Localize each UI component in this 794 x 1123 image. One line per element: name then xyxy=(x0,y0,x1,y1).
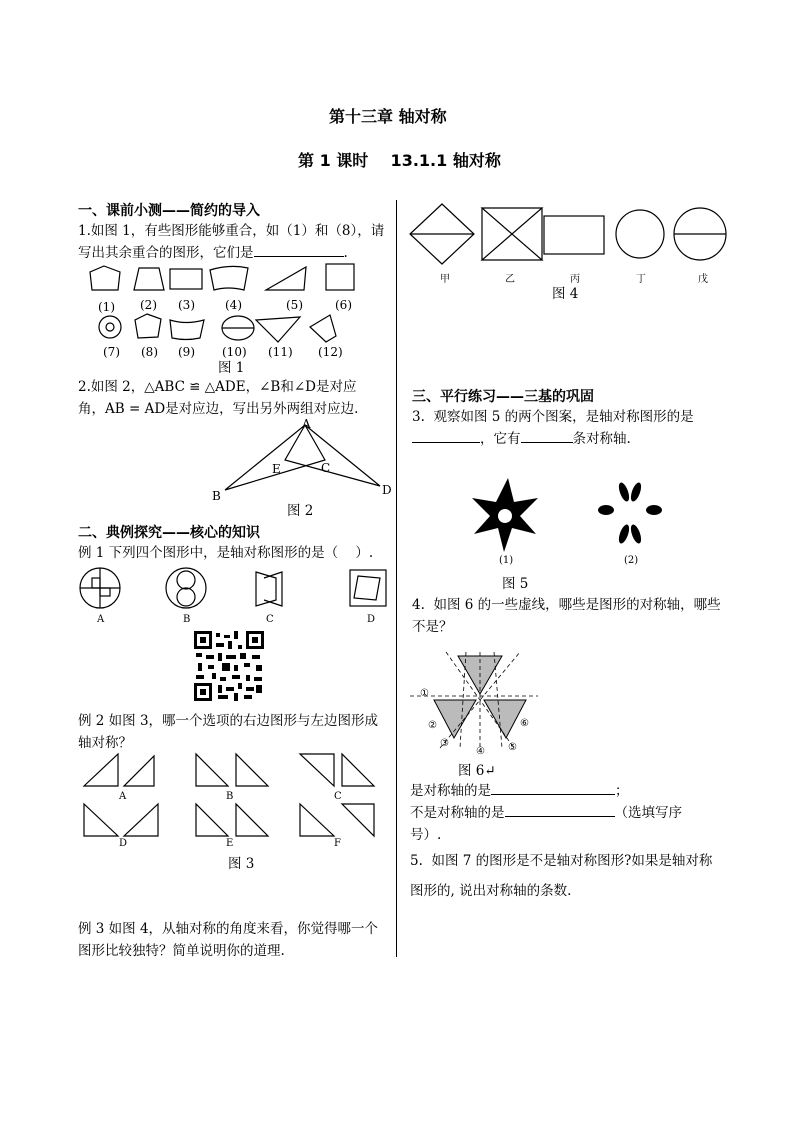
fig1-label-12: (12) xyxy=(318,345,343,359)
shape-8-pentagon xyxy=(135,314,161,338)
shape-4-curved xyxy=(210,266,248,290)
example-1-option-a: A xyxy=(97,614,105,625)
figure-5-star xyxy=(470,478,540,552)
figure-3-option-e: E xyxy=(226,838,234,849)
figure-2-caption: 图 2 xyxy=(287,503,314,519)
fig2-label-c: C xyxy=(321,461,331,475)
fig2-label-e: E xyxy=(272,462,281,476)
question-4-answer-1-label: 是对称轴的是 xyxy=(410,783,491,799)
shape-1-pentagon xyxy=(90,266,120,290)
figure-4-label-ding: 丁 xyxy=(636,274,646,285)
fig6-label-3: ③ xyxy=(440,738,449,749)
question-5-line-1: 5. 如图 7 的图形是不是轴对称图形?如果是轴对称 xyxy=(410,853,713,869)
question-4-answer-2-end: （选填写序 xyxy=(614,805,682,821)
answer-blank[interactable] xyxy=(412,442,480,443)
shape-6-rect xyxy=(326,264,354,290)
figure-5-caption: 图 5 xyxy=(502,576,529,592)
figure-3-option-a: A xyxy=(119,791,127,802)
question-4-answer-2 xyxy=(410,802,682,824)
figure-6 xyxy=(410,652,540,760)
question-4-answer-1 xyxy=(410,780,629,802)
fig1-label-11: (11) xyxy=(268,345,293,359)
question-5-line-2: 图形的, 说出对称轴的条数. xyxy=(410,883,572,899)
fig6-label-1: ① xyxy=(420,688,429,699)
section-3-heading: 三、平行练习——三基的巩固 xyxy=(412,389,594,405)
fig1-label-3: (3) xyxy=(178,298,195,312)
question-3-line-1: 3. 观察如图 5 的两个图案，是轴对称图形的是 xyxy=(412,409,694,425)
figure-4-label-bing: 丙 xyxy=(570,274,580,285)
qr-code xyxy=(194,631,264,701)
example-3-line-1: 例 3 如图 4，从轴对称的角度来看，你觉得哪一个 xyxy=(78,921,379,937)
figure-1-caption: 图 1 xyxy=(218,360,245,376)
shape-5-triangle xyxy=(266,267,306,290)
figure-5-label-1: (1) xyxy=(499,555,514,566)
question-4-line-2: 不是？ xyxy=(412,619,453,635)
figure-6-caption: 图 6↵ xyxy=(458,763,496,779)
question-4-line-1: 4. 如图 6 的一些虚线，哪些是图形的对称轴，哪些 xyxy=(412,597,721,613)
answer-blank[interactable] xyxy=(505,816,615,817)
figure-4-label-yi: 乙 xyxy=(505,274,515,285)
fig1-label-2: (2) xyxy=(140,298,157,312)
page-subtitle: 第 1 课时 13.1.1 轴对称 xyxy=(298,151,501,170)
question-4-answer-2-label: 不是对称轴的是 xyxy=(410,805,505,821)
fig6-label-2: ② xyxy=(428,720,437,731)
section-2-heading: 二、典例探究——核心的知识 xyxy=(78,525,260,541)
example-2-line-2: 轴对称？ xyxy=(78,735,132,751)
fig1-label-6: (6) xyxy=(335,298,352,312)
shape-12-quad xyxy=(310,315,336,342)
question-3-text-2: 条对称轴. xyxy=(572,431,631,447)
figure-4-label-jia: 甲 xyxy=(440,274,450,285)
figure-4-caption: 图 4 xyxy=(552,286,579,302)
example-1-option-c: C xyxy=(266,614,274,625)
column-divider xyxy=(396,200,397,957)
section-1-heading: 一、课前小测——简约的导入 xyxy=(78,203,260,219)
question-3-text-1: ，它有 xyxy=(480,431,521,447)
figure-2 xyxy=(215,420,385,495)
fig2-label-b: B xyxy=(212,489,221,503)
question-3-line-2 xyxy=(412,428,631,450)
fig1-label-8: (8) xyxy=(141,345,158,359)
fig1-label-4: (4) xyxy=(225,298,242,312)
figure-3-option-d: D xyxy=(119,838,128,849)
figure-3-option-c: C xyxy=(334,791,342,802)
shape-11-triangle xyxy=(256,317,300,342)
shape-3-rect xyxy=(170,269,202,289)
page-title: 第十三章 轴对称 xyxy=(329,107,447,126)
fig1-label-1: (1) xyxy=(98,300,115,314)
shape-7-ring xyxy=(99,316,121,338)
fig1-label-5: (5) xyxy=(286,298,303,312)
figure-5-label-2: (2) xyxy=(624,555,639,566)
question-4-answer-2-line-2: 号）. xyxy=(410,827,442,843)
question-2-line-2: 角，AB = AD是对应边，写出另外两组对应边. xyxy=(78,401,359,417)
example-1-figures xyxy=(78,566,388,616)
figure-3-caption: 图 3 xyxy=(228,856,255,872)
figure-3-option-f: F xyxy=(334,838,341,849)
question-1-line-2: 写出其余重合的图形，它们是 . xyxy=(78,245,348,261)
fig6-label-6: ⑥ xyxy=(520,718,529,729)
answer-blank[interactable] xyxy=(254,256,344,257)
fig6-label-4: ④ xyxy=(476,746,485,757)
answer-blank[interactable] xyxy=(491,794,615,795)
shape-2-trapezoid xyxy=(134,268,164,290)
example-1: 例 1 下列四个图形中，是轴对称图形的是（ ）. xyxy=(78,545,374,561)
fig2-label-a: A xyxy=(302,417,311,431)
example-1-option-d: D xyxy=(367,614,376,625)
example-2-line-1: 例 2 如图 3，哪一个选项的右边图形与左边图形成 xyxy=(78,713,379,729)
fig1-label-7: (7) xyxy=(103,345,120,359)
question-2-line-1: 2.如图 2，△ABC ≌ △ADE，∠B和∠D是对应 xyxy=(78,379,357,395)
example-3-line-2: 图形比较独特？简单说明你的道理. xyxy=(78,943,285,959)
figure-3-option-b: B xyxy=(226,791,234,802)
shape-9-curved xyxy=(170,320,204,340)
fig2-label-d: D xyxy=(382,483,392,497)
fig1-label-9: (9) xyxy=(178,345,195,359)
fig6-label-5: ⑤ xyxy=(508,742,517,753)
answer-blank[interactable] xyxy=(521,442,573,443)
question-1-text: 写出其余重合的图形，它们是 xyxy=(78,245,254,261)
example-1-option-b: B xyxy=(183,614,191,625)
question-4-answer-1-end: ； xyxy=(615,783,629,799)
figure-4 xyxy=(410,204,730,266)
fig1-label-10: (10) xyxy=(222,345,247,359)
figure-5-petals xyxy=(598,480,662,550)
question-1-line-1: 1.如图 1，有些图形能够重合，如（1）和（8），请 xyxy=(78,223,385,239)
figure-4-label-wu: 戊 xyxy=(698,274,708,285)
